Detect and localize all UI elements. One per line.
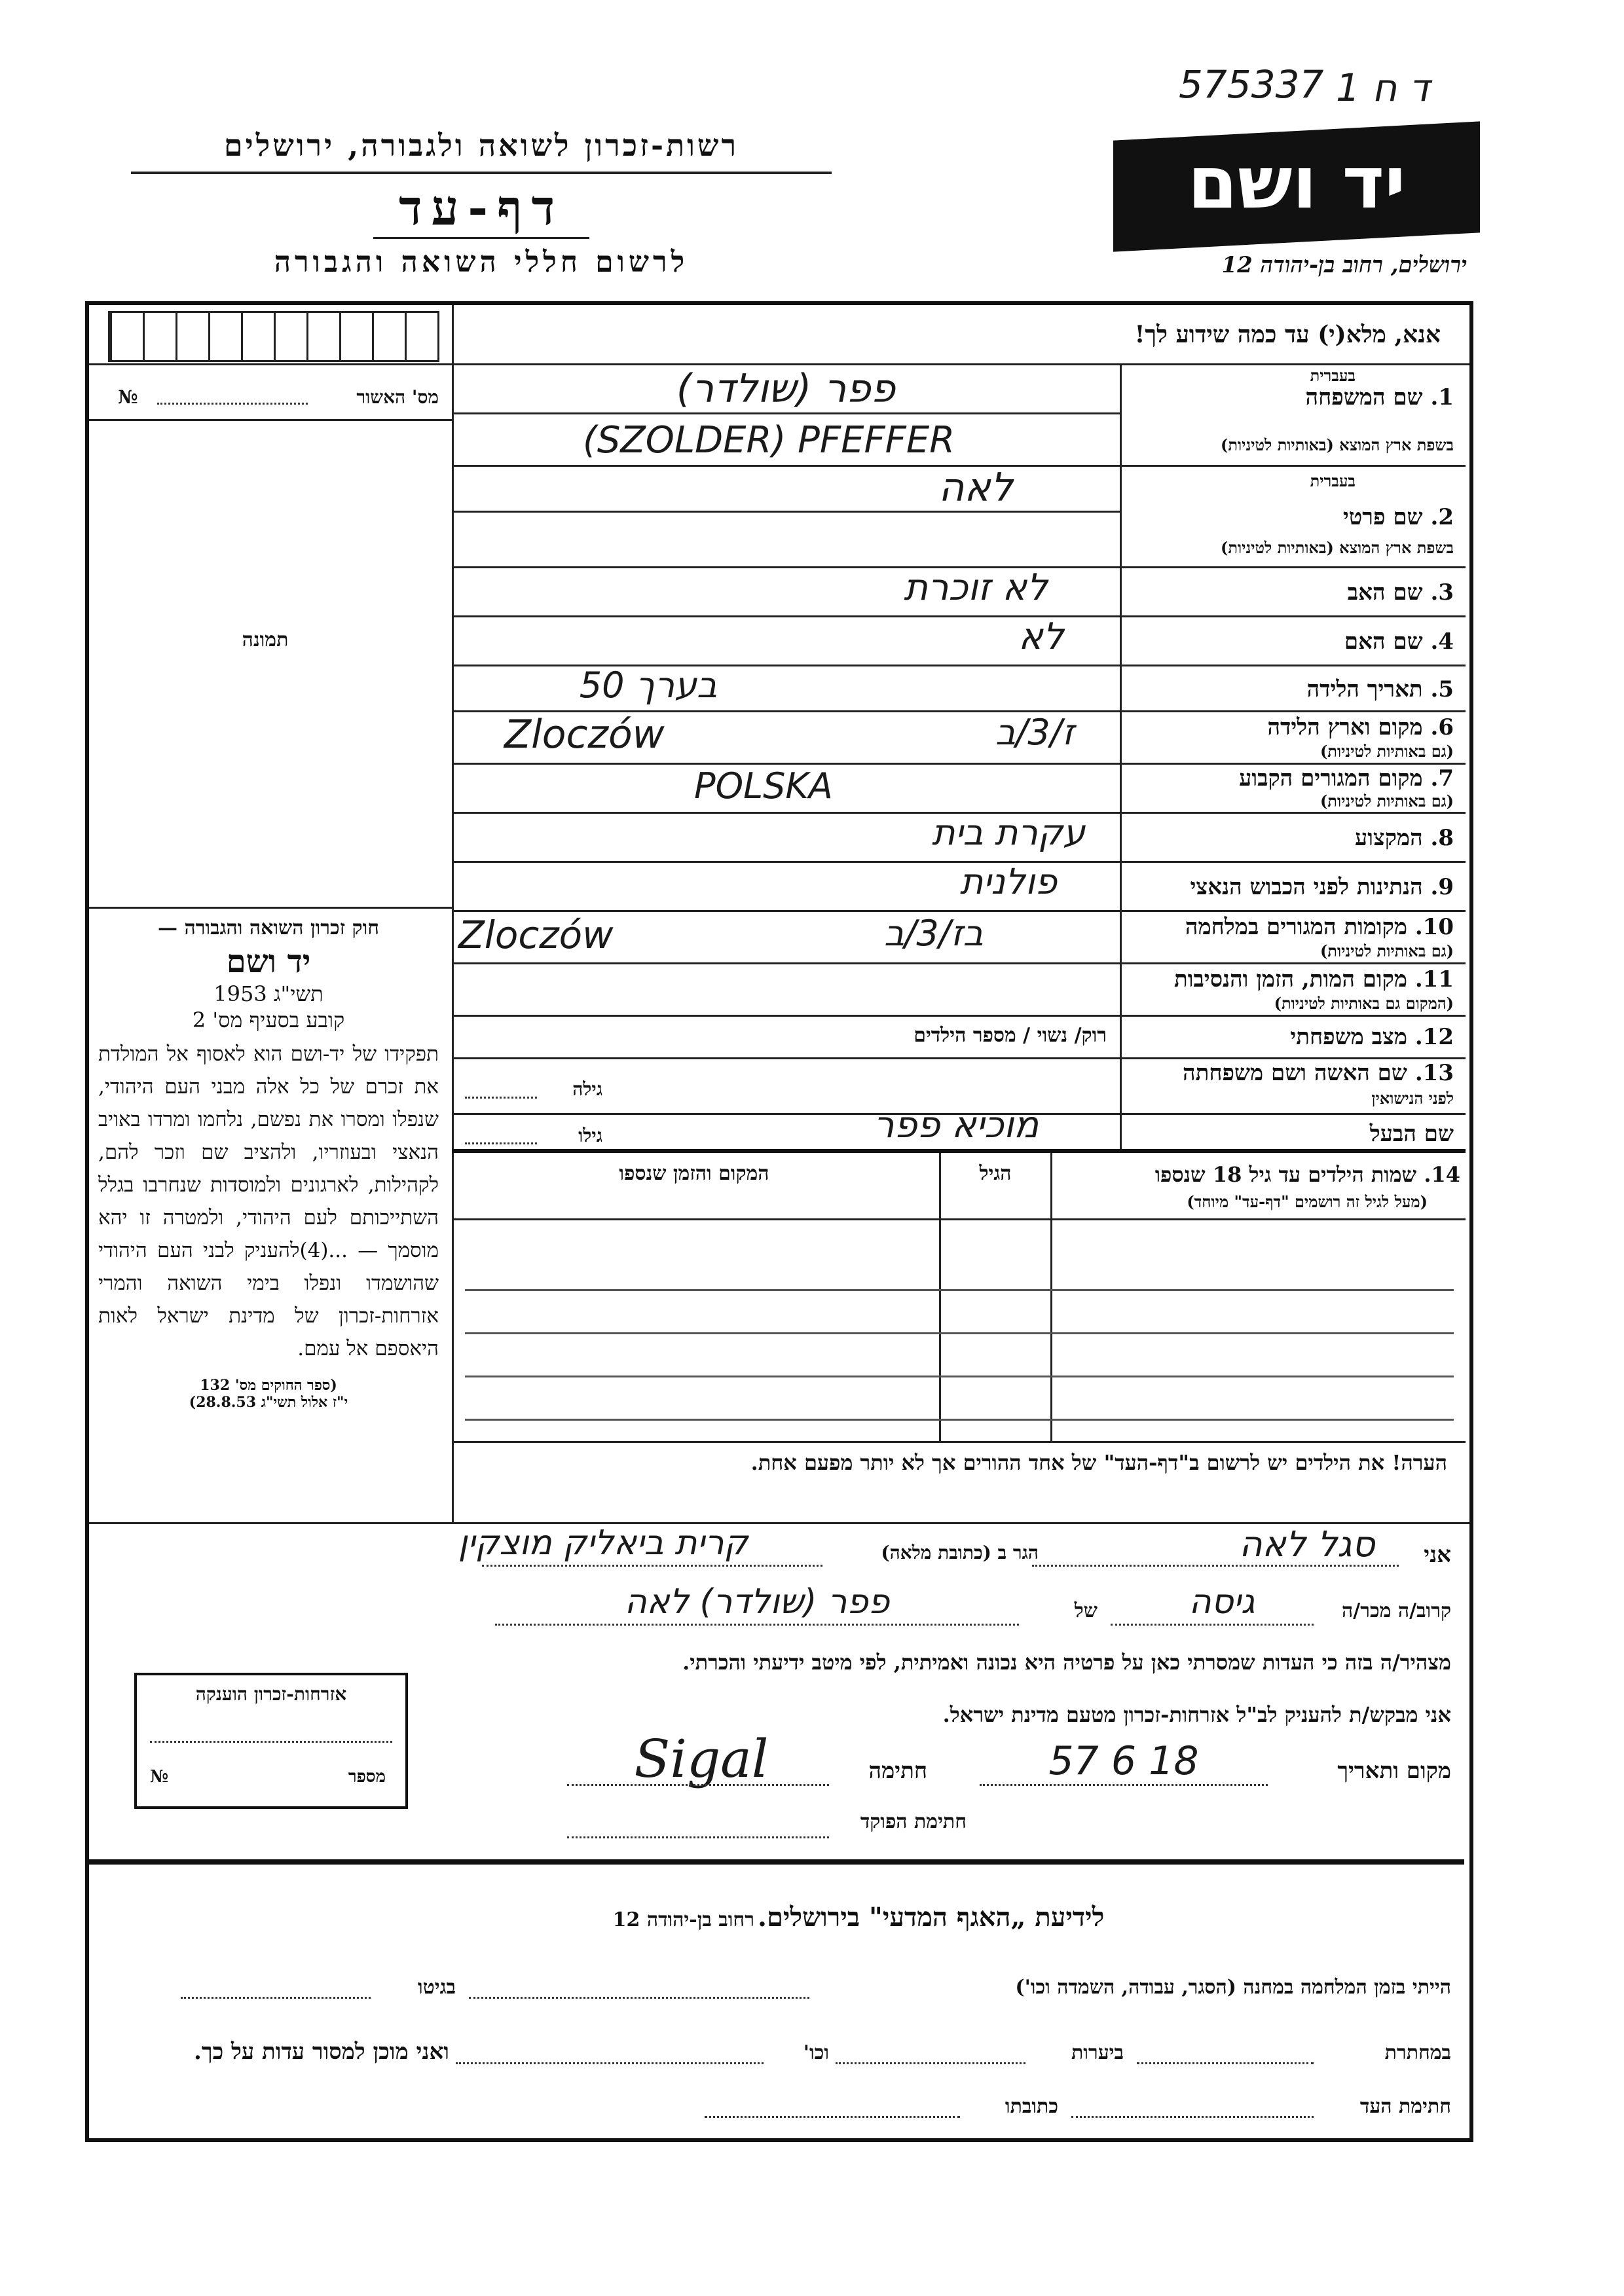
row-note: בשפת ארץ המוצא (באותיות לטיניות)	[1221, 538, 1454, 557]
photo-label: תמונה	[242, 629, 289, 651]
citizenship-box	[134, 1673, 408, 1809]
row-number: 10.	[1414, 914, 1454, 940]
husband-age-field[interactable]	[465, 1142, 537, 1144]
row-note: (המקום גם באותיות לטיניות)	[1274, 994, 1454, 1013]
signature-label: חתימה	[868, 1758, 927, 1784]
row-number: 11.	[1414, 966, 1454, 993]
children-note: (מעל לגיל זה רושמים "דף-עד" מיוחד)	[1187, 1192, 1428, 1211]
science-divider	[89, 1859, 1464, 1865]
camp-field[interactable]	[469, 1997, 809, 1999]
citizenship-title: אזרחות-זכרון הוענקה	[195, 1683, 347, 1705]
declaration-date[interactable]: 18 6 57	[1048, 1738, 1199, 1784]
row-note: (גם באותיות לטיניות)	[1320, 742, 1454, 761]
approval-boxes	[108, 311, 439, 362]
row-birth-date	[452, 665, 1466, 712]
row-number: 3.	[1430, 579, 1454, 606]
witness-address-field[interactable]	[705, 2116, 960, 2118]
science-address: רחוב בן-יהודה 12	[612, 1908, 754, 1931]
husband-value[interactable]: מוכיא פפר	[873, 1104, 1039, 1146]
row-number: 12.	[1414, 1024, 1454, 1050]
law-text: תפקידו של יד-ושם הוא לאסוף אל המולדת את זכרם של כל אלה מבני העם היהודי, שנפלו ומסרו את נפשם, נלחמו ומרדו באויב הנאצי ובעוזריו, ולהציב שם וזכר להם, לקהילות, לארגונים ולמוסדות שנחרבו בגלל השתייכותם לעם היהודי, ולמטרה זו יהא מוסמך — ...(4)להעניק לבני העם היהודי שהושמדו ונפלו בימי השואה והמרי אזרחות-זכרון של מדינת ישראל לאות היאספם אל עמם.	[98, 1042, 439, 1360]
declaration-request: אני מבקש/ת להעניק לב"ל אזרחות-זכרון מטעם מדינת ישראל.	[942, 1702, 1451, 1727]
declaration-statement: מצהיר/ה בזה כי העדות שמסרתי כאן על פרטיה היא נכונה ואמיתית, לפי מיטב ידיעתי והכרתי.	[682, 1650, 1451, 1675]
of-label: של	[1074, 1599, 1098, 1622]
forests-label: ביערות	[1071, 2041, 1124, 2064]
row-birth-place	[452, 710, 1466, 765]
row-label: מקום המגורים הקבוע	[1239, 765, 1423, 792]
row-number: 4.	[1430, 629, 1454, 655]
first-name-hebrew[interactable]: לאה	[938, 465, 1013, 511]
i-label: אני	[1424, 1542, 1451, 1568]
row-label: מקום וארץ הלידה	[1267, 714, 1423, 740]
family-name-latin[interactable]: (SZOLDER) PFEFFER	[583, 419, 955, 462]
nationality-value[interactable]: פולנית	[959, 861, 1058, 902]
row-husband	[452, 1104, 1466, 1149]
marital-options[interactable]: רוק/ נשוי / מספר הילדים	[913, 1024, 1107, 1047]
law-clause: קובע בסעיף מס' 2	[192, 1008, 345, 1032]
witness-signature-label: חתימת העד	[1359, 2095, 1451, 2118]
science-title: לידיעת „האגף המדעי" בירושלים.	[758, 1902, 1105, 1933]
relation-value[interactable]: גיסה	[1189, 1582, 1255, 1622]
etc-field[interactable]	[456, 2062, 764, 2064]
husband-label: שם הבעל	[1369, 1121, 1454, 1147]
address: ירושלים, רחוב בן-יהודה 12	[1221, 252, 1467, 278]
form-title: דף-עד	[398, 180, 564, 236]
wartime-residence-value[interactable]: Zloczów	[458, 913, 614, 957]
row-number: 2.	[1430, 504, 1454, 530]
profession-value[interactable]: עקרת בית	[931, 812, 1086, 853]
birth-date-value[interactable]: בערך 50	[579, 665, 718, 706]
residence-value[interactable]: POLSKA	[694, 765, 833, 807]
row-residence	[452, 763, 1466, 814]
law-logo: יד ושם	[226, 943, 311, 980]
instruction: אנא, מלא(י) עד כמה שידוע לך!	[1134, 321, 1441, 348]
row-note: בשפת ארץ המוצא (באותיות לטיניות)	[1221, 435, 1454, 454]
row-father-name	[452, 566, 1466, 617]
row-label: מצב משפחתי	[1290, 1024, 1407, 1050]
child-lines[interactable]	[465, 1248, 1454, 1425]
declarant-address[interactable]: קרית ביאליק מוצקין	[458, 1523, 748, 1563]
row-label: מקומות המגורים במלחמה	[1185, 914, 1407, 940]
row-wartime-residence	[452, 910, 1466, 964]
archive-number: 575337	[1179, 62, 1324, 107]
law-source1: (ספר החוקים מס' 132	[200, 1377, 337, 1394]
row-profession	[452, 812, 1466, 863]
photo-bottom	[89, 907, 452, 909]
authority-underline	[131, 172, 832, 174]
row-number: 8.	[1430, 825, 1454, 851]
underground-label: במחתרת	[1384, 2041, 1451, 2064]
wartime-date-extra[interactable]: בז/3/ב	[884, 913, 984, 954]
relation-label: קרוב/ה מכר/ה	[1342, 1599, 1451, 1622]
row-label: המקצוע	[1354, 825, 1423, 851]
col-age: הגיל	[979, 1162, 1012, 1185]
row-number: 1.	[1430, 384, 1454, 410]
hebrew-tag: בעברית	[1310, 471, 1356, 490]
row-label: שם האשה ושם משפחתה	[1183, 1060, 1407, 1086]
row-number: 9.	[1430, 874, 1454, 900]
law-panel	[98, 917, 439, 1411]
approval-no: №	[118, 386, 138, 408]
science-section	[89, 1866, 1464, 2128]
row-mother-name	[452, 615, 1466, 666]
place-date-label: מקום ותאריך	[1337, 1758, 1451, 1784]
row-number: 7.	[1430, 765, 1454, 792]
citizenship-no: №	[150, 1767, 169, 1787]
lives-label: הגר ב (כתובת מלאה)	[881, 1542, 1039, 1563]
wife-age-label: גילה	[572, 1078, 602, 1100]
row-family-name	[452, 363, 1466, 467]
row-note: לפני הנישואין	[1371, 1089, 1454, 1108]
row-label: הנתינות לפני הכבוש הנאצי	[1190, 874, 1423, 900]
of-value[interactable]: פפר (שולדר) לאה	[624, 1582, 890, 1622]
father-name-value[interactable]: לא זוכרת	[904, 566, 1048, 609]
row-label: מקום המות, הזמן והנסיבות	[1173, 966, 1407, 993]
forests-field[interactable]	[836, 2062, 1025, 2064]
husband-age-label: גילו	[578, 1125, 602, 1146]
row-label: שם פרטי	[1342, 504, 1423, 530]
row-marital	[452, 1015, 1466, 1059]
ghetto-label: בגיטו	[417, 1976, 456, 1999]
witness-signature-field[interactable]	[1071, 2116, 1314, 2118]
logo-text: יד ושם	[1187, 141, 1406, 225]
law-year: תשי"ג 1953	[213, 981, 323, 1006]
witness-address-label: כתובתו	[1005, 2095, 1058, 2118]
row-death	[452, 962, 1466, 1017]
children-table	[452, 1149, 1466, 1443]
row-note: (גם באותיות לטיניות)	[1320, 792, 1454, 811]
form-subtitle: לרשום חללי השואה והגבורה	[274, 246, 689, 279]
ghetto-field[interactable]	[181, 1997, 371, 1999]
remark: הערה! את הילדים יש לרשום ב"דף-העד" של אחד ההורים אך לא יותר מפעם אחת.	[750, 1450, 1447, 1475]
row-number: 5.	[1430, 676, 1454, 702]
declarant-signature[interactable]: Sigal	[634, 1728, 769, 1789]
row-note: (גם באותיות לטיניות)	[1320, 941, 1454, 960]
row-nationality	[452, 861, 1466, 912]
mother-name-value[interactable]: לא	[1018, 615, 1064, 658]
row-number: 13.	[1414, 1060, 1454, 1086]
etc-label: וכו'	[803, 2041, 829, 2064]
row-number: 6.	[1430, 714, 1454, 740]
declarant-name[interactable]: סגל לאה	[1239, 1523, 1375, 1565]
row-first-name	[452, 465, 1466, 568]
archive-code: ד ח 1	[1336, 65, 1430, 110]
row-label: שם האב	[1347, 579, 1423, 606]
underground-field[interactable]	[1137, 2062, 1314, 2064]
law-source2: י"ז אלול תשי"ג 28.8.53)	[189, 1394, 348, 1411]
hebrew-tag: בעברית	[1310, 366, 1356, 385]
birth-place-value[interactable]: Zloczów	[504, 712, 665, 757]
approval-label: מס' האשור	[356, 386, 439, 408]
officer-signature-field[interactable]	[567, 1836, 829, 1838]
row-number: 14.	[1424, 1162, 1460, 1187]
ready-label: ואני מוכן למסור עדות על כך.	[194, 2039, 449, 2065]
science-line1: הייתי בזמן המלחמה במחנה (הסגר, עבודה, השמדה וכו')	[1015, 1976, 1451, 1999]
title-underline	[373, 237, 589, 239]
children-label: שמות הילדים עד גיל 18 שנספו	[1154, 1162, 1417, 1187]
citizenship-number-label: מספר	[348, 1767, 386, 1787]
approval-field[interactable]	[157, 403, 308, 405]
row-label: שם המשפחה	[1305, 384, 1423, 410]
row-label: תאריך הלידה	[1306, 676, 1423, 702]
form-rows	[452, 363, 1466, 1149]
approval-underline	[89, 419, 452, 421]
law-title: חוק זכרון השואה והגבורה —	[158, 917, 379, 939]
col-place: המקום והזמן שנספו	[619, 1162, 769, 1185]
birth-date-extra[interactable]: ז/3/ב	[995, 712, 1075, 753]
wife-age-field[interactable]	[465, 1097, 537, 1099]
authority-name: רשות-זכרון לשואה ולגבורה, ירושלים	[223, 128, 739, 163]
officer-label: חתימת הפוקד	[860, 1810, 967, 1833]
family-name-hebrew[interactable]: פפר (שולדר)	[676, 366, 896, 412]
row-label: שם האם	[1344, 629, 1423, 655]
